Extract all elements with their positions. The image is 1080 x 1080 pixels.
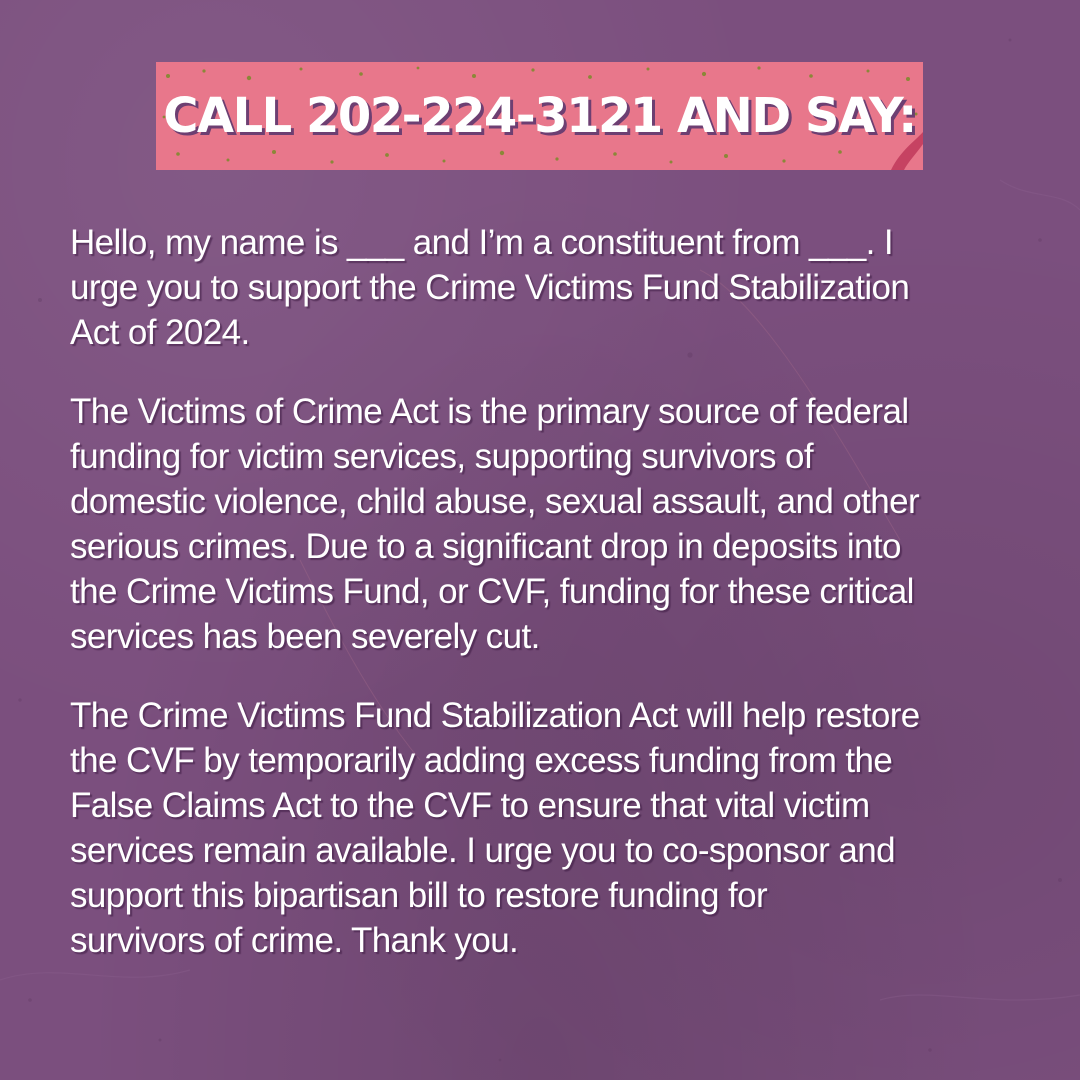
script-line: domestic violence, child abuse, sexual assault, and other (70, 482, 920, 521)
script-line: survivors of crime. Thank you. (70, 921, 519, 960)
script-paragraph-background (70, 389, 1025, 659)
script-line: False Claims Act to the CVF to ensure that vital victim (70, 786, 870, 825)
script-line: services has been severely cut. (70, 617, 540, 656)
script-paragraph-request (70, 693, 1025, 963)
script-line: serious crimes. Due to a significant drop in deposits into (70, 527, 901, 566)
script-line: the Crime Victims Fund, or CVF, funding for these critical (70, 572, 914, 611)
call-script (70, 220, 1025, 997)
script-line: support this bipartisan bill to restore funding for (70, 876, 768, 915)
script-line: The Victims of Crime Act is the primary source of federal (70, 392, 909, 431)
script-line: services remain available. I urge you to co-sponsor and (70, 831, 895, 870)
script-line: The Crime Victims Fund Stabilization Act will help restore (70, 696, 920, 735)
banner-title: CALL 202-224-3121 AND SAY: (163, 88, 916, 144)
script-line: urge you to support the Crime Victims Fund Stabilization (70, 268, 910, 307)
script-line: funding for victim services, supporting survivors of (70, 437, 813, 476)
call-banner (156, 62, 923, 170)
script-line: Hello, my name is ___ and I’m a constituent from ___. I (70, 223, 893, 262)
script-line: the CVF by temporarily adding excess funding from the (70, 741, 893, 780)
script-paragraph-intro (70, 220, 1025, 355)
script-line: Act of 2024. (70, 313, 250, 352)
